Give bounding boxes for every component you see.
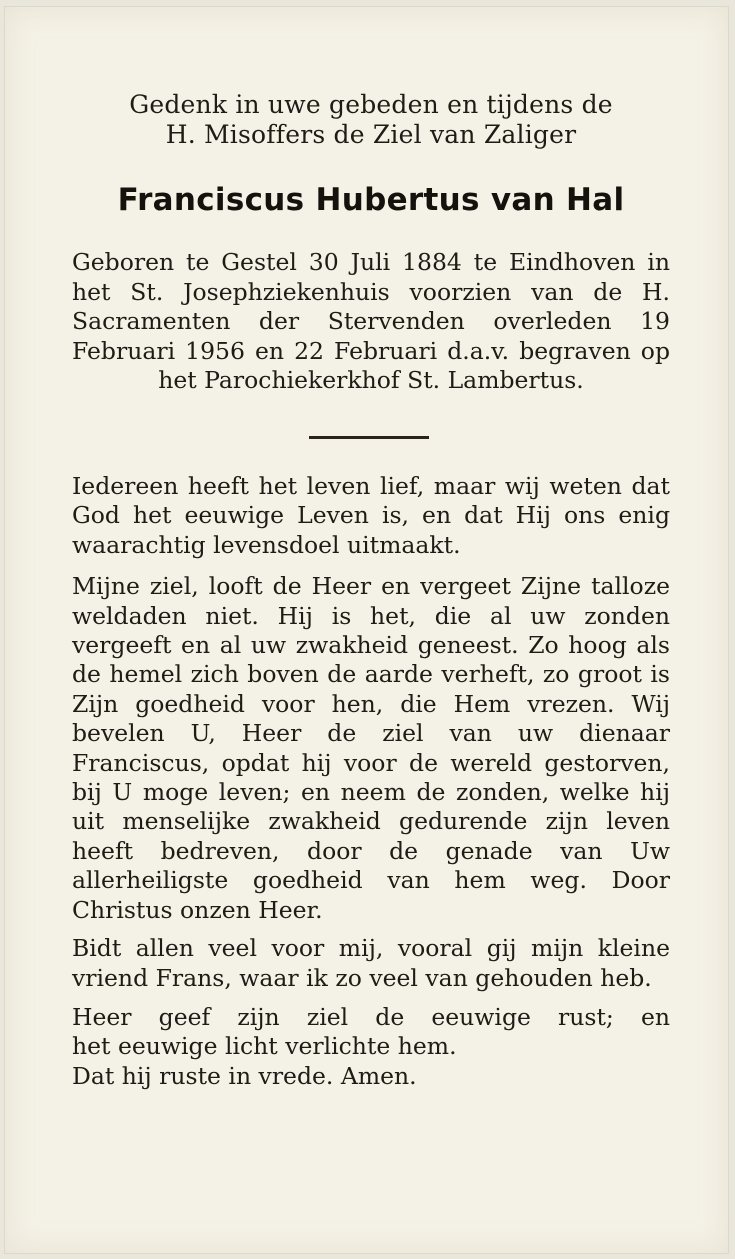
closing-line-1: Heer geef zijn ziel de eeuwige rust; en bbox=[72, 1002, 670, 1031]
closing-prayer bbox=[72, 1003, 670, 1091]
intro-line-2: H. Misoffers de Ziel van Zaliger bbox=[165, 120, 577, 149]
paragraph-1: Iedereen heeft het leven lief, maar wij weten dat God het eeuwige Leven is, en dat Hij ons enig waarachtig levensdoel uitmaakt. bbox=[72, 472, 670, 559]
divider-rule bbox=[309, 436, 429, 439]
biography: Geboren te Gestel 30 Juli 1884 te Eindhoven in het St. Josephziekenhuis voorzien van de H. Sacramenten der Stervenden overleden 19 Februari 1956 en 22 Februari d.a.v. begraven op het Parochiekerkhof St. Lambertus. bbox=[72, 248, 670, 394]
closing-line-3: Dat hij ruste in vrede. Amen. bbox=[72, 1061, 417, 1090]
intro-line-1: Gedenk in uwe gebeden en tijdens de bbox=[129, 90, 613, 119]
intro-heading bbox=[72, 90, 670, 150]
prayer-text bbox=[72, 472, 670, 1091]
paragraph-3: Bidt allen veel voor mij, vooral gij mijn kleine vriend Frans, waar ik zo veel van gehouden heb. bbox=[72, 934, 670, 992]
deceased-name: Franciscus Hubertus van Hal bbox=[117, 182, 625, 218]
memorial-card bbox=[4, 6, 729, 1254]
paragraph-2: Mijne ziel, looft de Heer en vergeet Zijne talloze weldaden niet. Hij is het, die al uw zonden vergeeft en al uw zwakheid geneest. Zo hoog als de hemel zich boven de aarde verheft, zo groot is Zijn goedheid voor hen, die Hem vrezen. Wij bevelen U, Heer de ziel van uw dienaar Franciscus, opdat hij voor de wereld gestorven, bij U moge leven; en neem de zonden, welke hij uit menselijke zwakheid gedurende zijn leven heeft bedreven, door de genade van Uw allerheiligste goedheid van hem weg. Door Christus onzen Heer. bbox=[72, 572, 670, 924]
closing-line-2: het eeuwige licht verlichte hem. bbox=[72, 1032, 457, 1061]
